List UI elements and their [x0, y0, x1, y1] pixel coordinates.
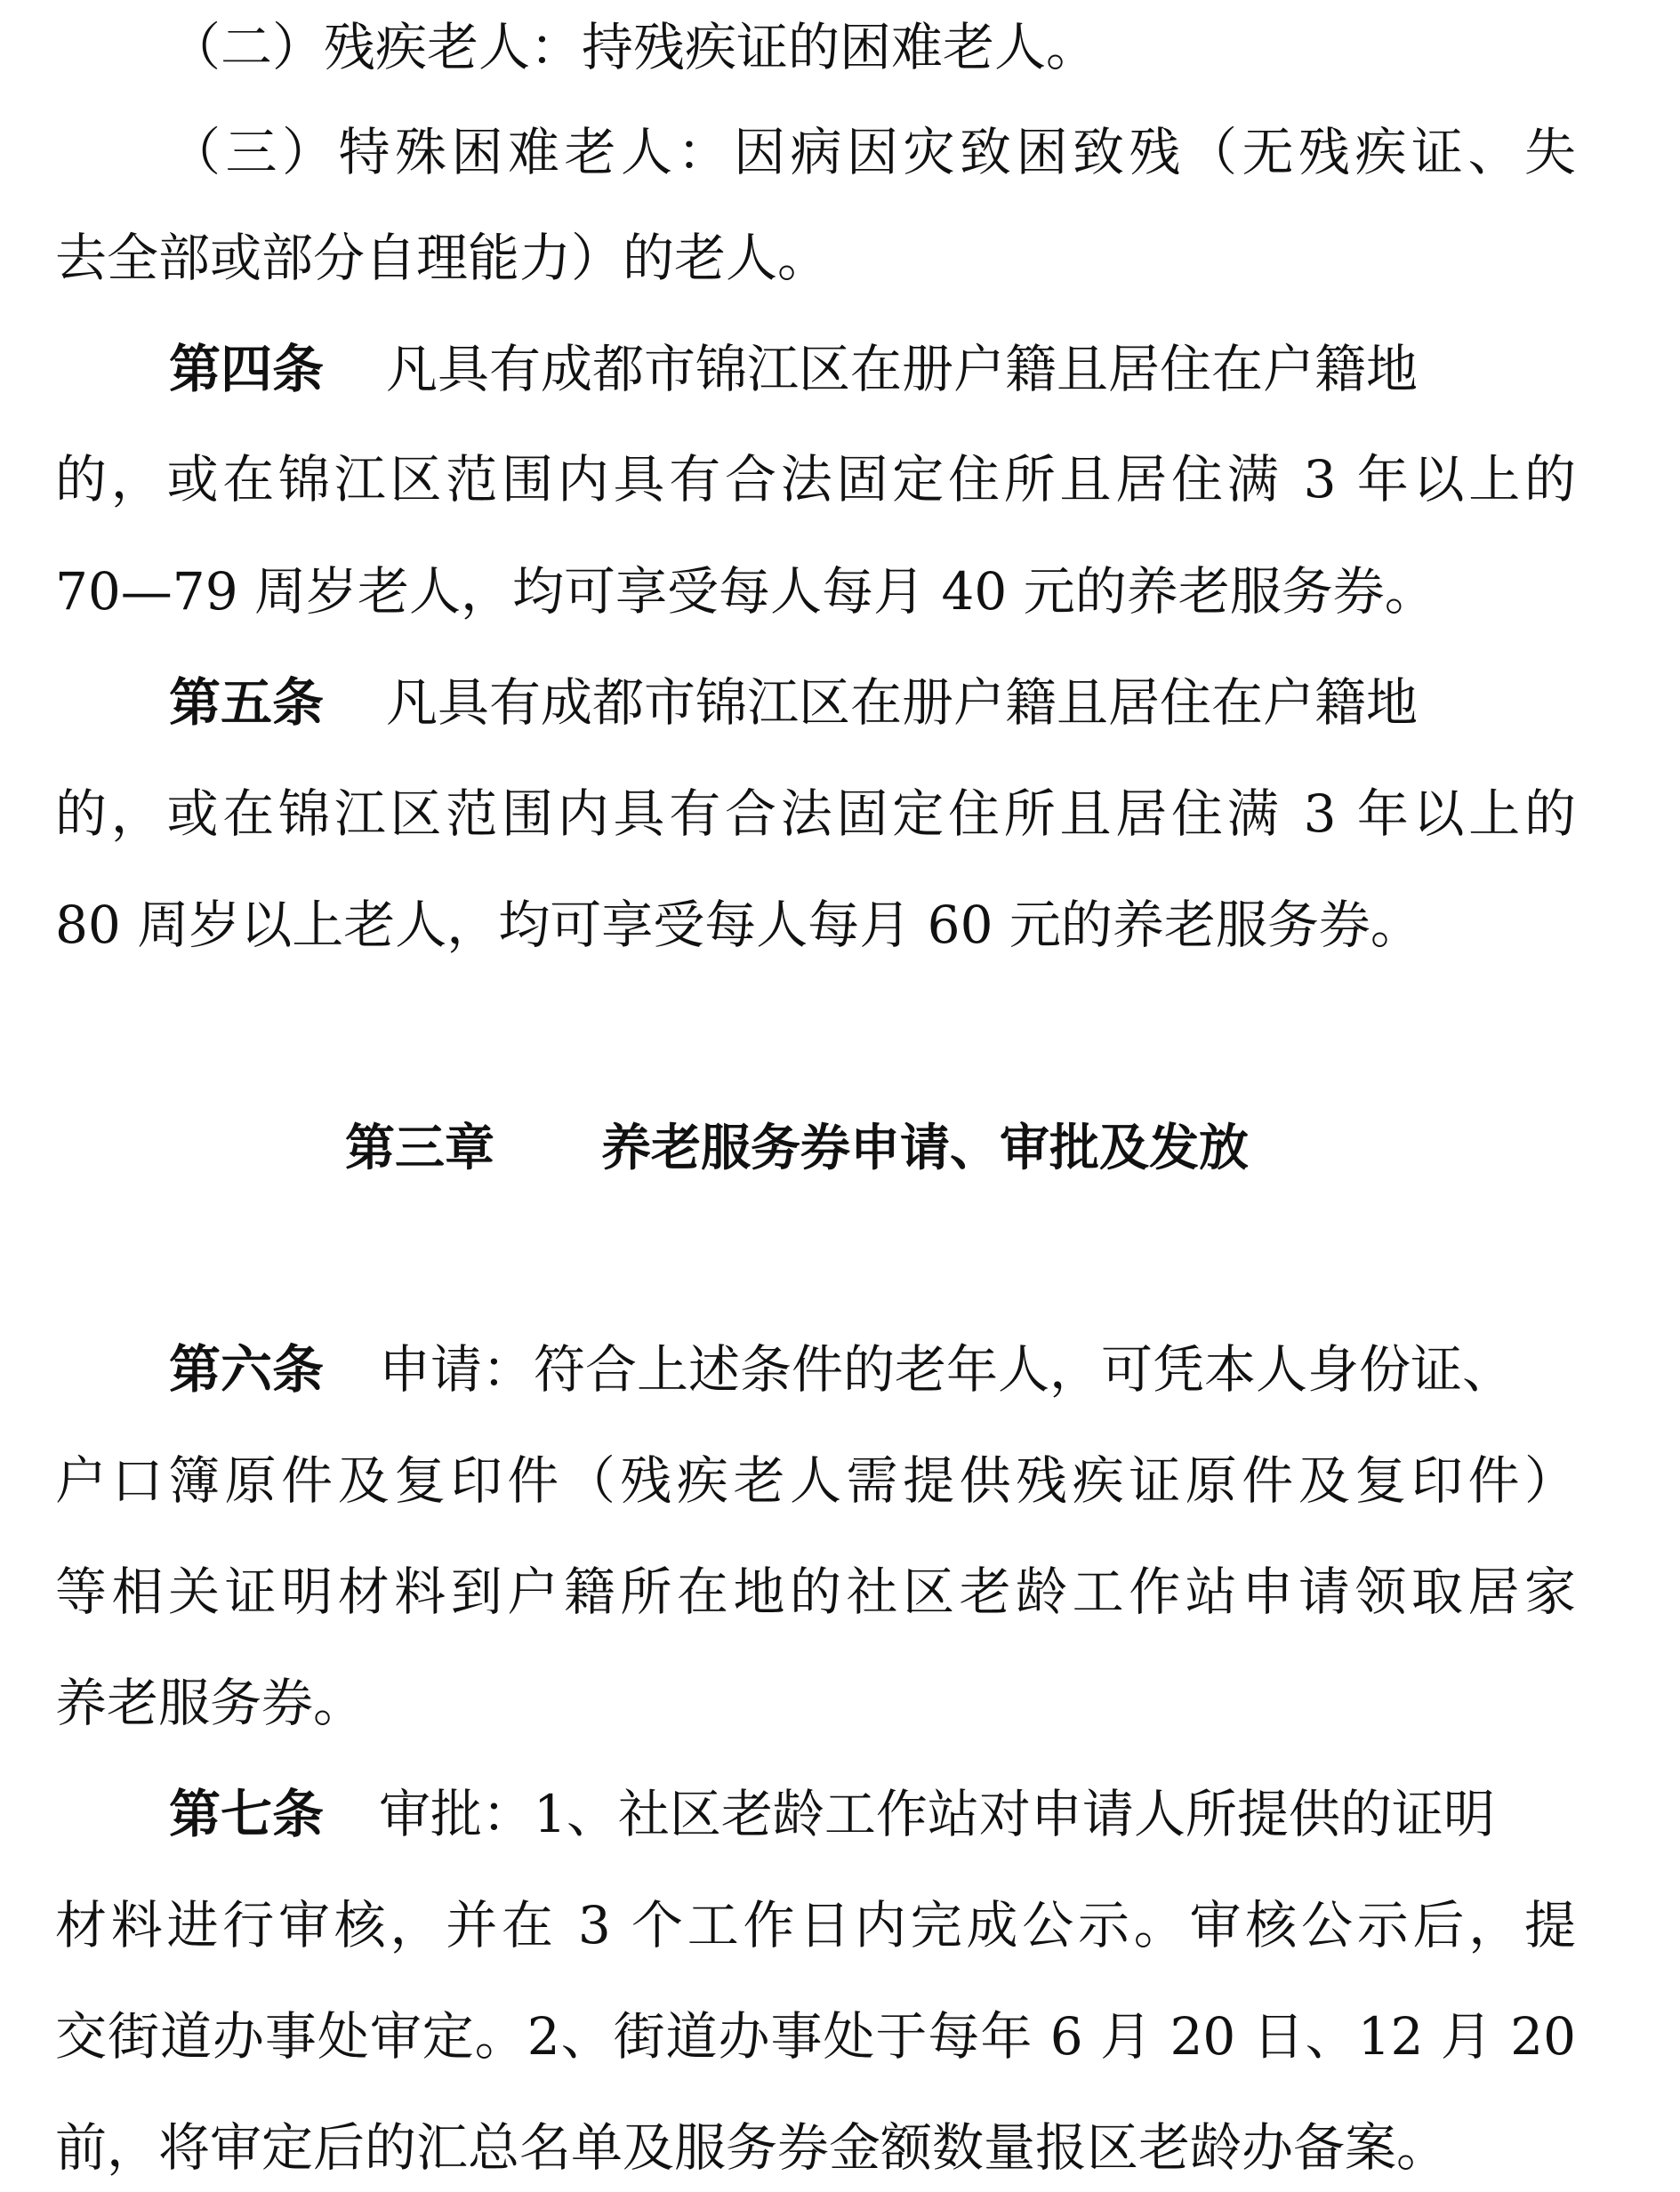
article-7-label: 第七条	[169, 1784, 325, 1844]
article-7-line3: 交街道办事处审定。2、街道办事处于每年 6 月 20 日、12 月 20	[55, 2006, 1576, 2067]
article-4-label: 第四条	[169, 339, 325, 399]
article-5-line2: 的，或在锦江区范围内具有合法固定住所且居住满 3 年以上的	[55, 783, 1576, 844]
article-6-line4: 养老服务券。	[55, 1673, 366, 1733]
article-6-label: 第六条	[169, 1339, 325, 1400]
article-5-line1: 第五条 凡具有成都市锦江区在册户籍且居住在户籍地	[169, 672, 1419, 733]
para-special-hardship-line2: 去全部或部分自理能力）的老人。	[55, 228, 830, 288]
chapter-3-number: 第三章	[345, 1120, 494, 1177]
article-5-label: 第五条	[169, 672, 325, 733]
article-5-line3: 80 周岁以上老人，均可享受每人每月 60 元的养老服务券。	[55, 895, 1422, 955]
article-7-line1: 第七条 审批：1、社区老龄工作站对申请人所提供的证明	[169, 1784, 1495, 1844]
article-6-line1: 第六条 申请：符合上述条件的老年人，可凭本人身份证、	[169, 1339, 1515, 1400]
article-4-line1: 第四条 凡具有成都市锦江区在册户籍且居住在户籍地	[169, 339, 1419, 399]
article-6-line3: 等相关证明材料到户籍所在地的社区老龄工作站申请领取居家	[55, 1562, 1576, 1622]
article-4-line3: 70—79 周岁老人，均可享受每人每月 40 元的养老服务券。	[55, 561, 1436, 622]
chapter-3-heading	[345, 1118, 1249, 1180]
article-4-line2: 的，或在锦江区范围内具有合法固定住所且居住满 3 年以上的	[55, 449, 1576, 510]
para-disabled-elderly: （二）残疾老人：持残疾证的困难老人。	[169, 17, 1098, 77]
article-7-line2: 材料进行审核，并在 3 个工作日内完成公示。审核公示后，提	[55, 1895, 1576, 1955]
article-6-line2: 户口簿原件及复印件（残疾老人需提供残疾证原件及复印件）	[55, 1450, 1576, 1511]
para-special-hardship-line1: （三）特殊困难老人：因病因灾致困致残（无残疾证、失	[169, 122, 1576, 182]
chapter-3-title: 养老服务券申请、审批及发放	[601, 1120, 1249, 1177]
article-7-line4: 前，将审定后的汇总名单及服务券金额数量报区老龄办备案。	[55, 2117, 1449, 2178]
